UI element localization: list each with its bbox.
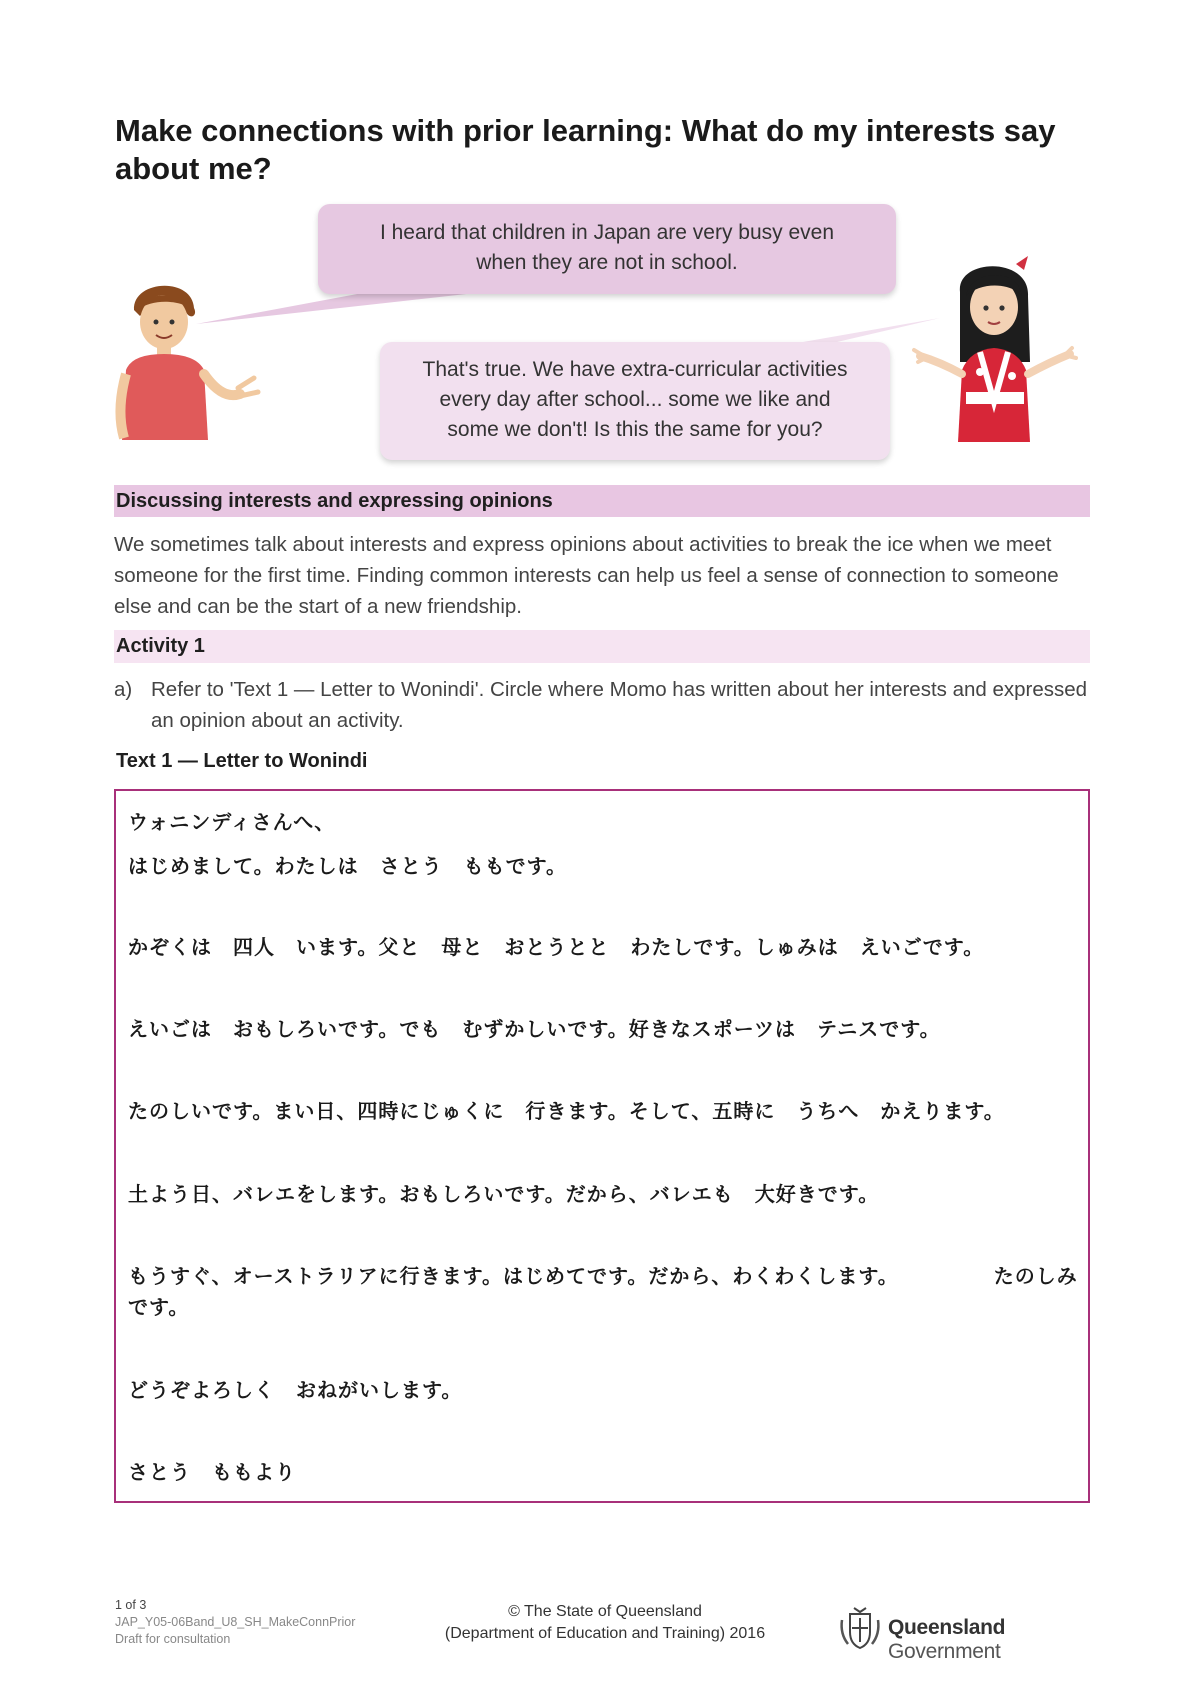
bubble-line: I heard that children in Japan are very busy even: [379, 221, 835, 244]
letter-line: さとう ももより: [128, 1460, 296, 1484]
letter-line: どうぞよろしく おねがいします。: [128, 1378, 463, 1402]
activity-heading: Activity 1: [114, 630, 1090, 663]
page-number: 1 of 3: [115, 1598, 147, 1612]
section-heading: Discussing interests and expressing opinions: [114, 485, 1090, 517]
copyright-line: © The State of Queensland: [508, 1603, 702, 1620]
bubble-line: That's true. We have extra-curricular activities: [422, 358, 848, 381]
document-filename: JAP_Y05-06Band_U8_SH_MakeConnPrior: [115, 1615, 356, 1629]
logo-word-bold: Queensland: [888, 1616, 1006, 1639]
footer-document-info: [115, 1597, 355, 1648]
letter-line: もうすぐ、オーストラリアに行きます。はじめてです。だから、わくわくします。 たのしみです。: [128, 1264, 1078, 1319]
intro-paragraph: We sometimes talk about interests and express opinions about activities to break the ice when we meet someone for the first time. Finding common interests can help us feel a sense of connection to someone else and can be the start of a new friendship.: [114, 533, 1059, 618]
bubble-line: every day after school... some we like and: [439, 388, 831, 411]
speech-bubble-girl: [380, 342, 890, 460]
letter-line: えいごは おもしろいです。でも むずかしいです。好きなスポーツは テニスです。: [128, 1017, 941, 1041]
document-status: Draft for consultation: [115, 1632, 231, 1646]
letter-line: ウォニンディさんへ、: [128, 810, 336, 834]
text-heading: Text 1 — Letter to Wonindi: [116, 750, 368, 772]
letter-line: かぞくは 四人 います。父と 母と おとうとと わたしです。しゅみは えいごです。: [128, 935, 985, 959]
speech-bubble-boy: [318, 204, 896, 294]
footer-copyright: [395, 1601, 815, 1645]
girl-character-illustration: [900, 252, 1090, 442]
copyright-line: (Department of Education and Training) 2016: [444, 1625, 766, 1642]
queensland-crest-icon: [836, 1604, 884, 1652]
queensland-government-logo: [836, 1604, 1092, 1663]
boy-character-illustration: [112, 270, 262, 440]
logo-wordmark: [888, 1616, 1092, 1664]
list-marker: a): [114, 678, 133, 701]
letter-line: たのしいです。まい日、四時にじゅくに 行きます。そして、五時に うちへ かえります。: [128, 1099, 1005, 1123]
instruction-text: Refer to 'Text 1 — Letter to Wonindi'. Circle where Momo has written about her interests and expressed an opinion about an activity.: [151, 678, 1088, 732]
logo-word-light: Government: [888, 1640, 1001, 1663]
letter-line: はじめまして。わたしは さとう ももです。: [128, 854, 567, 878]
bubble-line: when they are not in school.: [476, 251, 738, 274]
letter-line: 土よう日、バレエをします。おもしろいです。だから、バレエも 大好きです。: [128, 1182, 880, 1206]
bubble-line: some we don't! Is this the same for you?: [447, 418, 823, 441]
letter-box: [114, 789, 1090, 1503]
page-title: Make connections with prior learning: What do my interests say about me?: [115, 113, 1056, 186]
activity-instruction: [114, 674, 1094, 736]
